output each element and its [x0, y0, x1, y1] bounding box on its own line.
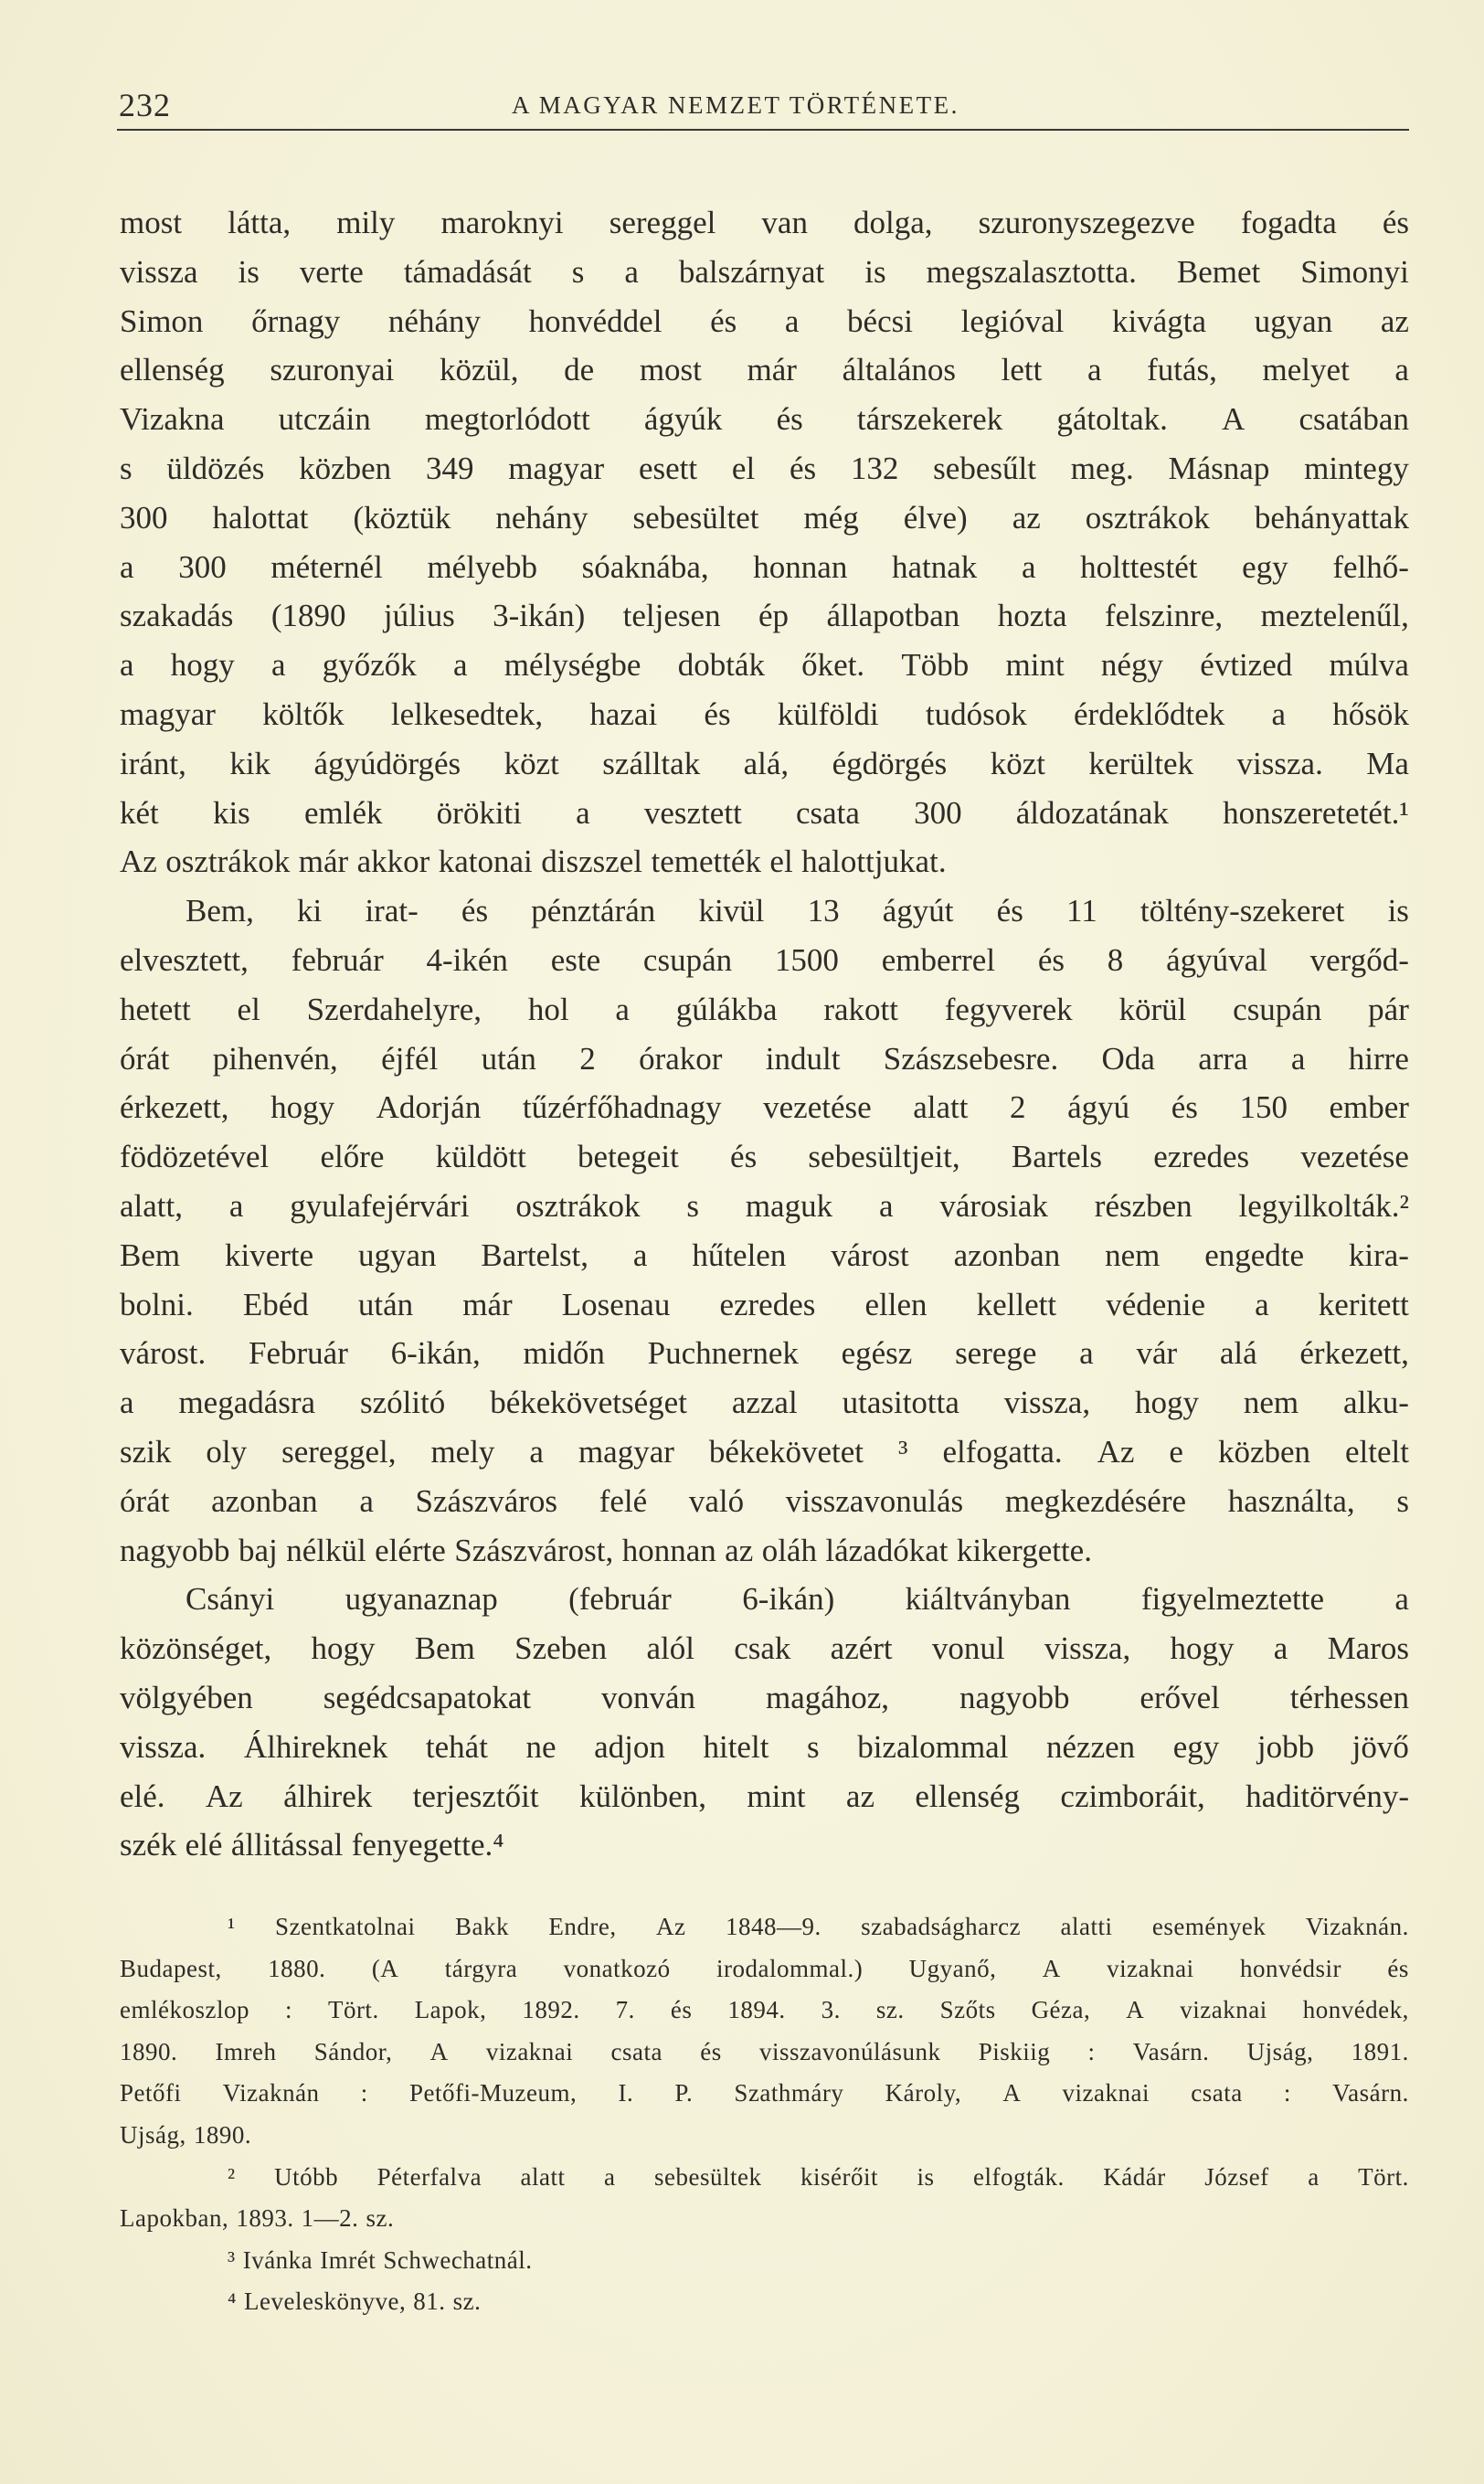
text-line: várost. Február 6-ikán, midőn Puchnernek egész serege a vár alá érkezett, — [120, 1335, 1409, 1372]
footnote-line: Petőfi Vizaknán : Petőfi-Muzeum, I. P. Szathmáry Károly, A vizaknai csata : Vasárn. — [120, 2079, 1409, 2107]
text-line: elvesztett, február 4-ikén este csupán 1500 emberrel és 8 ágyúval vergőd- — [120, 941, 1409, 978]
text-line: a 300 méternél mélyebb sóaknába, honnan hatnak a holttestét egy felhő- — [120, 548, 1409, 585]
text-line: s üldözés közben 349 magyar esett el és 132 sebesűlt meg. Másnap mintegy — [120, 450, 1409, 486]
text-line: szakadás (1890 július 3-ikán) teljesen ép állapotban hozta felszinre, meztelenűl, — [120, 598, 1409, 634]
text-line: bolni. Ebéd után már Losenau ezredes ellen kellett védenie a keritett — [120, 1286, 1409, 1322]
text-line: Simon őrnagy néhány honvéddel és a bécsi legióval kivágta ugyan az — [120, 303, 1409, 339]
text-line: Csányi ugyanaznap (február 6-ikán) kiáltványban figyelmeztette a — [186, 1581, 1409, 1618]
text-line: nagyobb baj nélkül elérte Szászvárost, honnan az oláh lázadókat kikergette. — [120, 1532, 1092, 1568]
footnote-line: Ujság, 1890. — [120, 2120, 252, 2149]
text-line: órát azonban a Szászváros felé való visszavonulás megkezdésére használta, s — [120, 1482, 1409, 1519]
text-line: vissza is verte támadását s a balszárnyat is megszalasztotta. Bemet Simonyi — [120, 253, 1409, 290]
text-line: szék elé állitással fenyegette.⁴ — [120, 1827, 504, 1863]
text-line: közönséget, hogy Bem Szeben alól csak azért vonul vissza, hogy a Maros — [120, 1630, 1409, 1667]
footnote-line: 1890. Imreh Sándor, A vizaknai csata és visszavonúlásunk Piskiig : Vasárn. Ujság, 1891. — [120, 2037, 1409, 2065]
text-line: iránt, kik ágyúdörgés közt szálltak alá, égdörgés közt kerültek vissza. Ma — [120, 745, 1409, 781]
text-line: érkezett, hogy Adorján tűzérfőhadnagy vezetése alatt 2 ágyú és 150 ember — [120, 1089, 1409, 1126]
text-line: órát pihenvén, éjfél után 2 órakor indult Szászsebesre. Oda arra a hirre — [120, 1040, 1409, 1077]
text-line: vissza. Álhireknek tehát ne adjon hitelt s bizalommal nézzen egy jobb jövő — [120, 1728, 1409, 1765]
text-line: a hogy a győzők a mélységbe dobták őket. Több mint négy évtized múlva — [120, 647, 1409, 684]
footnote-line: Budapest, 1880. (A tárgyra vonatkozó irodalommal.) Ugyanő, A vizaknai honvédsir és — [120, 1954, 1409, 1982]
text-line: elé. Az álhirek terjesztőit különben, mint az ellenség czimboráit, haditörvény- — [120, 1778, 1409, 1814]
text-line: 300 halottat (köztük nehány sebesültet még élve) az osztrákok behányattak — [120, 499, 1409, 536]
footnote-line: ² Utóbb Péterfalva alatt a sebesültek kisérőit is elfogták. Kádár József a Tört. — [228, 2162, 1409, 2191]
footnote-line: Lapokban, 1893. 1—2. sz. — [120, 2204, 395, 2233]
page-number: 232 — [119, 87, 171, 123]
footnotes — [120, 1906, 1409, 2323]
text-line: a megadásra szólitó békekövetséget azzal utasitotta vissza, hogy nem alku- — [120, 1385, 1409, 1421]
footnote-line: ⁴ Leveleskönyve, 81. sz. — [228, 2288, 482, 2316]
text-line: födözetével előre küldött betegeit és sebesültjeit, Bartels ezredes vezetése — [120, 1139, 1409, 1175]
header-rule — [117, 129, 1409, 131]
text-line: völgyében segédcsapatokat vonván magához, nagyobb erővel térhessen — [120, 1679, 1409, 1715]
running-title: A MAGYAR NEMZET TÖRTÉNETE. — [512, 91, 959, 119]
footnote-line: ¹ Szentkatolnai Bakk Endre, Az 1848—9. szabadságharcz alatti események Vizaknán. — [228, 1913, 1409, 1940]
text-line: hetett el Szerdahelyre, hol a gúlákba rakott fegyverek körül csupán pár — [120, 991, 1409, 1027]
text-line: Bem kiverte ugyan Bartelst, a hűtelen várost azonban nem engedte kira- — [120, 1237, 1409, 1273]
body-text — [120, 198, 1409, 1870]
footnote-line: emlékoszlop : Tört. Lapok, 1892. 7. és 1894. 3. sz. Szőts Géza, A vizaknai honvédek, — [120, 1996, 1409, 2024]
footnote-line: ³ Ivánka Imrét Schwechatnál. — [228, 2245, 533, 2274]
text-line: szik oly sereggel, mely a magyar békekövetet ³ elfogatta. Az e közben eltelt — [120, 1433, 1409, 1470]
text-line: magyar költők lelkesedtek, hazai és külföldi tudósok érdeklődtek a hősök — [120, 695, 1409, 732]
text-line: két kis emlék örökiti a vesztett csata 300 áldozatának honszeretetét.¹ — [120, 794, 1409, 831]
text-line: ellenség szuronyai közül, de most már általános lett a futás, melyet a — [120, 352, 1409, 388]
text-line: alatt, a gyulafejérvári osztrákok s maguk a városiak részben legyilkolták.² — [120, 1187, 1409, 1224]
text-line: Bem, ki irat- és pénztárán kivül 13 ágyút és 11 töltény-szekeret is — [186, 893, 1409, 929]
text-line: Az osztrákok már akkor katonai diszszel temették el halottjukat. — [120, 844, 947, 880]
text-line: Vizakna utczáin megtorlódott ágyúk és társzekerek gátoltak. A csatában — [120, 401, 1409, 438]
text-line: most látta, mily maroknyi sereggel van dolga, szuronyszegezve fogadta és — [120, 205, 1409, 240]
